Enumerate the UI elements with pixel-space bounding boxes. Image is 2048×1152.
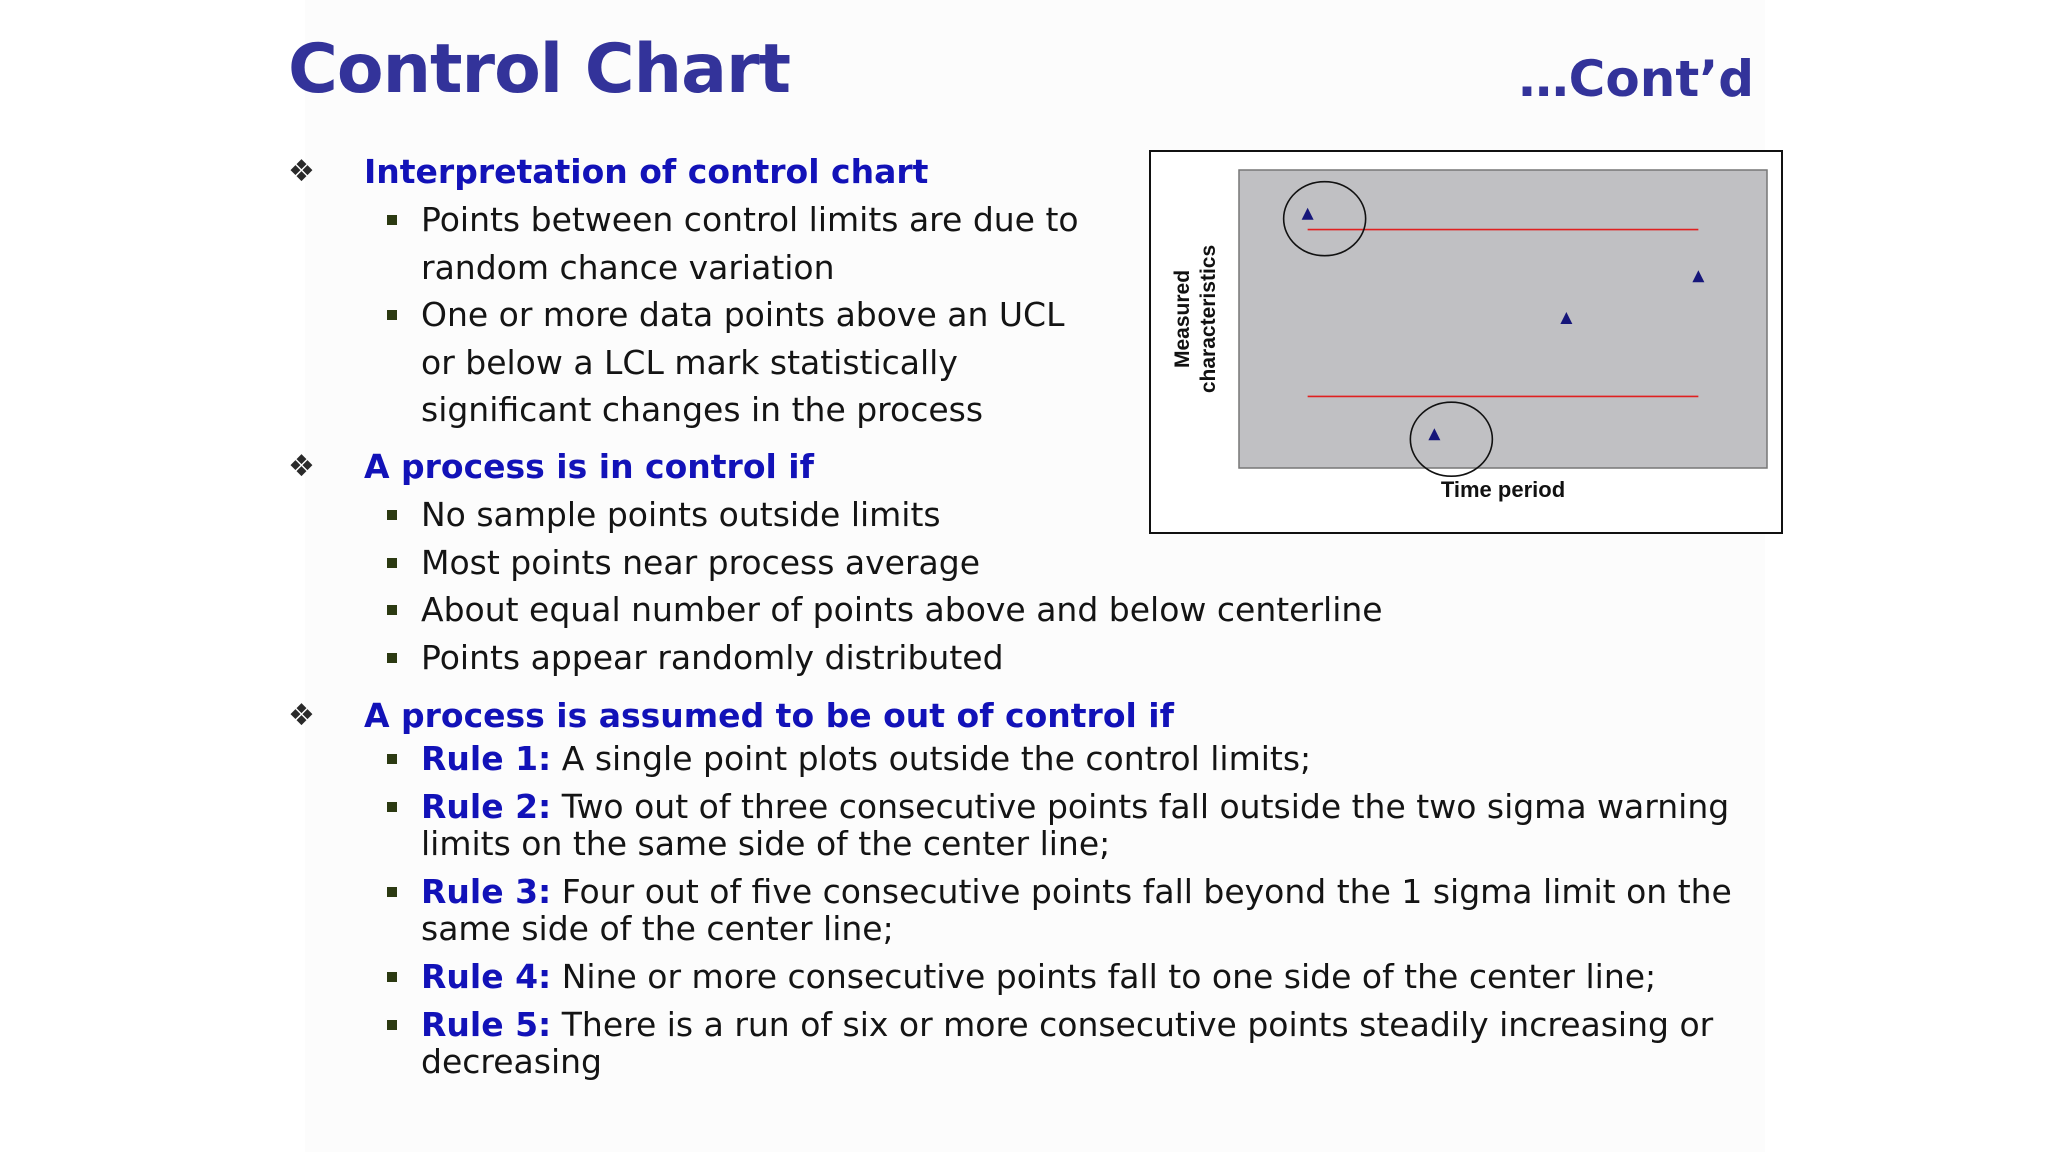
slide-title: Control Chart: [288, 30, 791, 109]
rule-item: [288, 740, 1788, 777]
rule-label: Rule 4:: [421, 957, 552, 996]
y-axis-label: Measured characteristics: [1171, 244, 1220, 394]
continued-label: …Cont’d: [1518, 50, 1754, 108]
rule-label: Rule 5:: [421, 1005, 552, 1044]
square-bullet-icon: [387, 972, 397, 982]
section-heading-text: Interpretation of control chart: [364, 152, 929, 191]
list-item-text: Points appear randomly distributed: [421, 637, 1004, 677]
list-item: [288, 196, 1088, 291]
rule-label: Rule 3:: [421, 872, 552, 911]
square-bullet-icon: [387, 510, 397, 520]
control-chart-svg: [1151, 152, 1781, 532]
rule-label: Rule 2:: [421, 787, 552, 826]
list-item: [288, 539, 1388, 587]
section-heading-text: A process is assumed to be out of control if: [364, 696, 1174, 735]
list-item: [288, 586, 1388, 634]
diamond-bullet-icon: ❖: [288, 698, 315, 733]
plot-area: [1239, 170, 1767, 468]
diamond-bullet-icon: ❖: [288, 154, 315, 189]
rule-label: Rule 1:: [421, 739, 552, 778]
list-item-text: About equal number of points above and below centerline: [421, 590, 1383, 629]
square-bullet-icon: [387, 605, 397, 615]
rule-text: Two out of three consecutive points fall outside the two sigma warning limits on the same side of the center line;: [421, 787, 1730, 863]
diamond-bullet-icon: ❖: [288, 449, 315, 484]
list-item-text: Points between control limits are due to random chance variation: [421, 200, 1079, 287]
rule-text: Four out of five consecutive points fall beyond the 1 sigma limit on the same side of the center line;: [421, 872, 1732, 948]
rule-text: A single point plots outside the control limits;: [561, 739, 1312, 778]
section-interpretation: [288, 148, 1088, 434]
list-item-text: Most points near process average: [421, 542, 981, 582]
list-item-text: No sample points outside limits: [421, 495, 941, 534]
rule-item: [288, 873, 1788, 947]
rule-text: There is a run of six or more consecutive points steadily increasing or decreasing: [421, 1005, 1714, 1081]
rule-item: [288, 958, 1788, 995]
list-item: [288, 291, 1088, 434]
section-heading-text: A process is in control if: [364, 447, 814, 486]
square-bullet-icon: [387, 310, 397, 320]
section-heading: [288, 692, 1788, 740]
section-heading: [288, 148, 1088, 196]
square-bullet-icon: [387, 802, 397, 812]
list-item: [288, 634, 1388, 682]
section-out-of-control: [288, 692, 1788, 1091]
square-bullet-icon: [387, 215, 397, 225]
rule-item: [288, 1006, 1788, 1080]
square-bullet-icon: [387, 558, 397, 568]
square-bullet-icon: [387, 754, 397, 764]
square-bullet-icon: [387, 1020, 397, 1030]
square-bullet-icon: [387, 653, 397, 663]
control-chart: [1149, 150, 1783, 534]
list-item-text: One or more data points above an UCL or below a LCL mark statistically significant changes in the process: [421, 295, 1065, 429]
x-axis-label: Time period: [1440, 477, 1566, 502]
square-bullet-icon: [387, 887, 397, 897]
rule-text: Nine or more consecutive points fall to one side of the center line;: [561, 957, 1657, 996]
rule-item: [288, 788, 1788, 862]
